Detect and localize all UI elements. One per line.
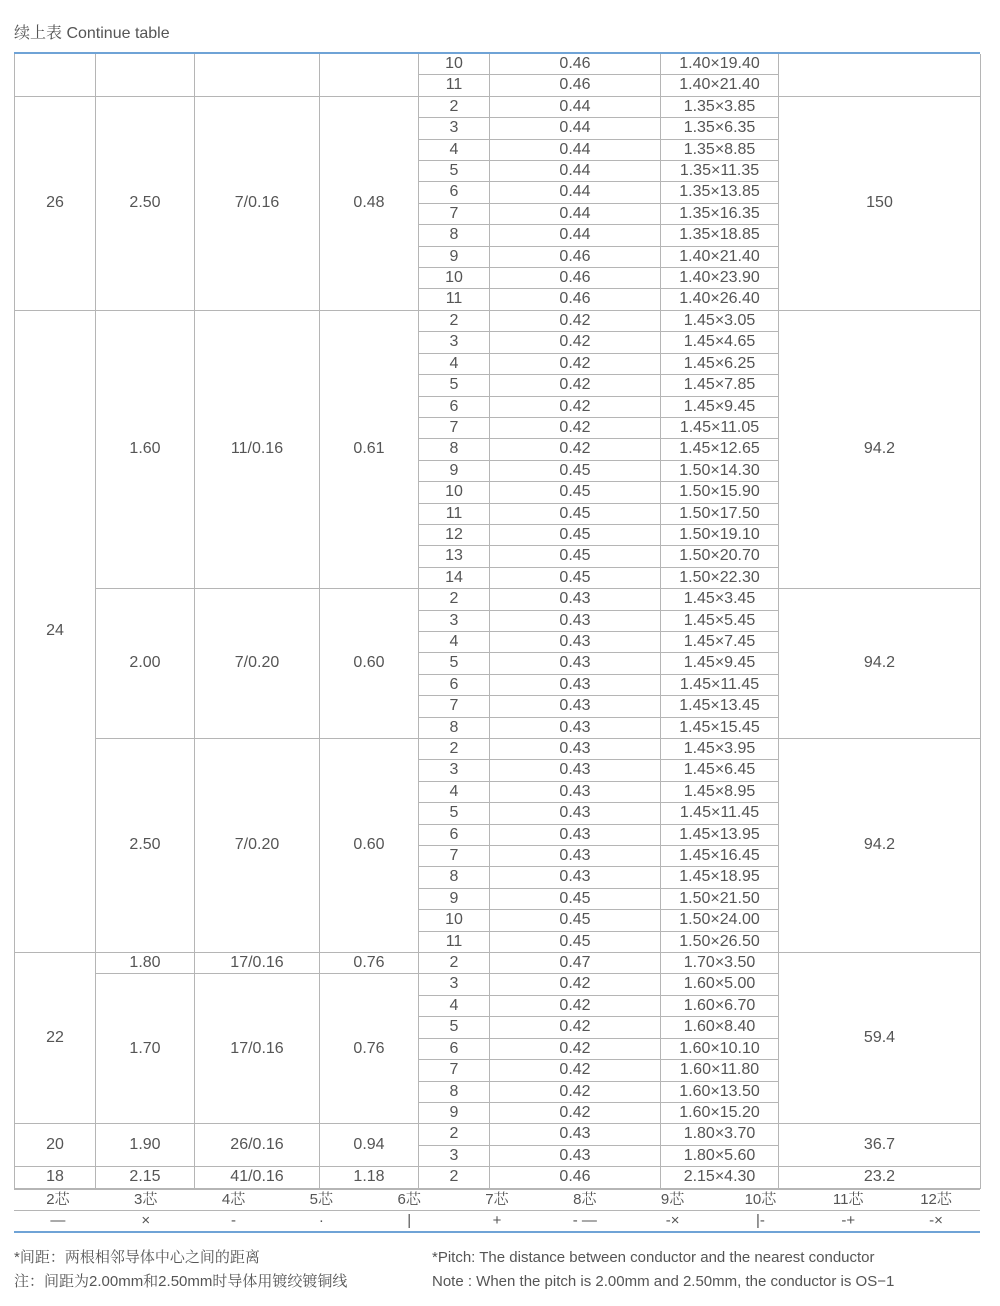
legend-core-label: 3芯 [134,1190,158,1208]
thickness-cell: 0.43 [490,610,661,631]
thickness-cell: 0.44 [490,182,661,203]
dimension-cell: 1.60×13.50 [661,1081,779,1102]
insulation-cell: 0.94 [320,1124,419,1167]
awg-cell: 26 [15,96,96,310]
notes-english [432,1246,980,1294]
thickness-cell: 0.45 [490,931,661,952]
thickness-cell: 0.44 [490,96,661,117]
cores-cell: 6 [419,182,490,203]
dimension-cell: 1.45×12.65 [661,439,779,460]
dimension-cell: 1.45×5.45 [661,610,779,631]
thickness-cell: 0.42 [490,353,661,374]
note-cn-pitch: *间距：两根相邻导体中心之间的距离 [14,1249,260,1266]
awg-cell: 22 [15,953,96,1124]
awg-cell: 24 [15,310,96,952]
dimension-cell: 1.40×21.40 [661,246,779,267]
thickness-cell: 0.46 [490,75,661,96]
insulation-cell: 0.76 [320,953,419,974]
pitch-cell: 2.15 [96,1167,195,1188]
cores-cell: 3 [419,610,490,631]
cores-cell: 9 [419,888,490,909]
legend-symbols-row [14,1210,980,1231]
thickness-cell: 0.43 [490,717,661,738]
dimension-cell: 1.60×6.70 [661,995,779,1016]
insulation-cell [320,54,419,96]
cores-cell: 4 [419,353,490,374]
table-row [15,96,981,117]
resistance-cell: 23.2 [779,1167,981,1188]
thickness-cell: 0.43 [490,696,661,717]
dimension-cell: 1.45×9.45 [661,396,779,417]
cores-cell: 7 [419,417,490,438]
dimension-cell: 1.45×16.45 [661,846,779,867]
table-row [15,589,981,610]
dimension-cell: 1.60×11.80 [661,1060,779,1081]
pitch-cell: 1.60 [96,310,195,588]
thickness-cell: 0.43 [490,781,661,802]
dimension-cell: 1.45×8.95 [661,781,779,802]
dimension-cell: 1.45×18.95 [661,867,779,888]
note-en-conductor: Note : When the pitch is 2.00mm and 2.50mm, the conductor is OS−1 [432,1273,895,1290]
dimension-cell: 1.50×14.30 [661,460,779,481]
thickness-cell: 0.42 [490,974,661,995]
thickness-cell: 0.45 [490,460,661,481]
cores-cell: 10 [419,54,490,75]
thickness-cell: 0.44 [490,139,661,160]
dimension-cell: 1.45×6.45 [661,760,779,781]
dimension-cell: 1.40×21.40 [661,75,779,96]
dimension-cell: 1.45×13.45 [661,696,779,717]
thickness-cell: 0.43 [490,1145,661,1166]
thickness-cell: 0.43 [490,674,661,695]
cores-cell: 8 [419,439,490,460]
dimension-cell: 1.45×6.25 [661,353,779,374]
thickness-cell: 0.43 [490,739,661,760]
dimension-cell: 1.35×3.85 [661,96,779,117]
thickness-cell: 0.44 [490,118,661,139]
cores-cell: 13 [419,546,490,567]
awg-cell: 20 [15,1124,96,1167]
dimension-cell: 1.50×24.00 [661,910,779,931]
thickness-cell: 0.45 [490,503,661,524]
pitch-cell: 1.70 [96,974,195,1124]
thickness-cell: 0.42 [490,1081,661,1102]
thickness-cell: 0.46 [490,289,661,310]
cores-cell: 3 [419,760,490,781]
dimension-cell: 1.50×17.50 [661,503,779,524]
cores-cell: 7 [419,203,490,224]
thickness-cell: 0.42 [490,1060,661,1081]
note-cn-conductor: 注：间距为2.00mm和2.50mm时导体用镀绞镀铜线 [14,1273,348,1290]
cores-cell: 11 [419,75,490,96]
cores-cell: 6 [419,824,490,845]
dimension-cell: 1.50×26.50 [661,931,779,952]
strand-cell [195,54,320,96]
cores-cell: 5 [419,1017,490,1038]
bottom-rule [14,1231,980,1233]
legend-core-label: 5芯 [309,1190,334,1208]
table-row [15,739,981,760]
thickness-cell: 0.45 [490,482,661,503]
cores-cell: 4 [419,781,490,802]
thickness-cell: 0.45 [490,910,661,931]
legend-core-label: 9芯 [660,1190,685,1208]
table-row [15,310,981,331]
thickness-cell: 0.43 [490,653,661,674]
thickness-cell: 0.46 [490,1167,661,1188]
legend-core-label: 4芯 [221,1190,246,1208]
cores-cell: 2 [419,1124,490,1145]
dimension-cell: 1.45×15.45 [661,717,779,738]
strand-cell: 26/0.16 [195,1124,320,1167]
dimension-cell: 1.35×16.35 [661,203,779,224]
legend-symbol: | [407,1211,412,1229]
dimension-cell: 1.35×8.85 [661,139,779,160]
resistance-cell [779,54,981,96]
thickness-cell: 0.42 [490,375,661,396]
thickness-cell: 0.45 [490,546,661,567]
dimension-cell: 1.60×15.20 [661,1102,779,1123]
cores-cell: 9 [419,460,490,481]
legend-symbol: - [231,1211,237,1229]
cores-cell: 3 [419,974,490,995]
cores-cell: 10 [419,910,490,931]
resistance-cell: 150 [779,96,981,310]
thickness-cell: 0.43 [490,631,661,652]
cores-cell: 9 [419,246,490,267]
legend-symbol: - — [572,1211,597,1229]
table-row [15,1167,981,1188]
spec-table-container [14,52,980,1233]
dimension-cell: 1.45×3.05 [661,310,779,331]
dimension-cell: 1.45×11.05 [661,417,779,438]
cores-cell: 6 [419,674,490,695]
thickness-cell: 0.42 [490,417,661,438]
cores-cell: 2 [419,96,490,117]
thickness-cell: 0.46 [490,246,661,267]
cores-cell: 11 [419,289,490,310]
legend-symbol: — [50,1211,66,1229]
legend-core-label: 11芯 [832,1190,864,1208]
notes-chinese [14,1246,424,1294]
insulation-cell: 1.18 [320,1167,419,1188]
legend-symbol: · [318,1211,324,1229]
cores-cell: 11 [419,503,490,524]
dimension-cell: 1.35×11.35 [661,161,779,182]
pitch-cell: 1.90 [96,1124,195,1167]
dimension-cell: 2.15×4.30 [661,1167,779,1188]
awg-cell: 18 [15,1167,96,1188]
legend-core-label: 8芯 [573,1190,597,1208]
page-title: 续上表 Continue table [14,25,170,42]
thickness-cell: 0.43 [490,589,661,610]
thickness-cell: 0.47 [490,953,661,974]
dimension-cell: 1.60×10.10 [661,1038,779,1059]
dimension-cell: 1.50×22.30 [661,567,779,588]
dimension-cell: 1.80×5.60 [661,1145,779,1166]
cores-cell: 2 [419,1167,490,1188]
awg-cell [15,54,96,96]
dimension-cell: 1.45×4.65 [661,332,779,353]
insulation-cell: 0.48 [320,96,419,310]
strand-cell: 7/0.16 [195,96,320,310]
thickness-cell: 0.43 [490,824,661,845]
cores-cell: 9 [419,1102,490,1123]
dimension-cell: 1.50×19.10 [661,524,779,545]
dimension-cell: 1.70×3.50 [661,953,779,974]
thickness-cell: 0.42 [490,1102,661,1123]
thickness-cell: 0.45 [490,888,661,909]
legend-symbol: |- [755,1211,765,1229]
thickness-cell: 0.42 [490,310,661,331]
resistance-cell: 94.2 [779,589,981,739]
thickness-cell: 0.46 [490,54,661,75]
table-row [15,1124,981,1145]
dimension-cell: 1.45×13.95 [661,824,779,845]
legend-core-label: 2芯 [46,1190,70,1208]
insulation-cell: 0.60 [320,589,419,739]
dimension-cell: 1.45×3.95 [661,739,779,760]
thickness-cell: 0.44 [490,161,661,182]
thickness-cell: 0.43 [490,803,661,824]
cores-cell: 3 [419,118,490,139]
legend-symbol: -× [665,1211,680,1229]
note-en-pitch: *Pitch: The distance between conductor and the nearest conductor [432,1249,875,1266]
pitch-cell: 2.00 [96,589,195,739]
thickness-cell: 0.43 [490,760,661,781]
pitch-cell: 2.50 [96,96,195,310]
resistance-cell: 94.2 [779,739,981,953]
thickness-cell: 0.46 [490,268,661,289]
thickness-cell: 0.42 [490,396,661,417]
cores-cell: 2 [419,589,490,610]
pitch-cell: 1.80 [96,953,195,974]
cores-cell: 5 [419,653,490,674]
spec-table [14,54,981,1189]
dimension-cell: 1.50×15.90 [661,482,779,503]
thickness-cell: 0.43 [490,846,661,867]
legend-core-label: 7芯 [485,1190,509,1208]
thickness-cell: 0.42 [490,439,661,460]
cores-cell: 10 [419,482,490,503]
thickness-cell: 0.44 [490,203,661,224]
cores-cell: 14 [419,567,490,588]
table-row [15,54,981,75]
cores-cell: 2 [419,953,490,974]
dimension-cell: 1.35×6.35 [661,118,779,139]
cores-cell: 5 [419,803,490,824]
legend-core-label: 12芯 [920,1190,952,1208]
strand-cell: 17/0.16 [195,974,320,1124]
cores-cell: 3 [419,1145,490,1166]
cores-cell: 2 [419,310,490,331]
dimension-cell: 1.50×20.70 [661,546,779,567]
strand-cell: 11/0.16 [195,310,320,588]
cores-cell: 7 [419,696,490,717]
cores-cell: 8 [419,1081,490,1102]
cores-cell: 7 [419,846,490,867]
dimension-cell: 1.40×19.40 [661,54,779,75]
strand-cell: 41/0.16 [195,1167,320,1188]
cores-cell: 2 [419,739,490,760]
dimension-cell: 1.80×3.70 [661,1124,779,1145]
thickness-cell: 0.43 [490,867,661,888]
legend-symbol: -× [929,1211,943,1229]
resistance-cell: 36.7 [779,1124,981,1167]
legend-symbol: × [141,1211,151,1229]
thickness-cell: 0.43 [490,1124,661,1145]
cores-cell: 4 [419,995,490,1016]
legend-symbol: -+ [841,1211,856,1229]
dimension-cell: 1.45×11.45 [661,674,779,695]
legend-cores-row [14,1189,980,1210]
thickness-cell: 0.45 [490,567,661,588]
thickness-cell: 0.42 [490,995,661,1016]
cores-cell: 8 [419,717,490,738]
dimension-cell: 1.35×13.85 [661,182,779,203]
cores-cell: 10 [419,268,490,289]
cores-cell: 8 [419,867,490,888]
thickness-cell: 0.42 [490,1017,661,1038]
thickness-cell: 0.42 [490,1038,661,1059]
dimension-cell: 1.40×26.40 [661,289,779,310]
pitch-cell [96,54,195,96]
dimension-cell: 1.35×18.85 [661,225,779,246]
dimension-cell: 1.50×21.50 [661,888,779,909]
dimension-cell: 1.45×9.45 [661,653,779,674]
cores-cell: 6 [419,396,490,417]
cores-cell: 11 [419,931,490,952]
cores-cell: 5 [419,161,490,182]
thickness-cell: 0.45 [490,524,661,545]
dimension-cell: 1.45×7.45 [661,631,779,652]
cores-cell: 5 [419,375,490,396]
cores-cell: 4 [419,631,490,652]
dimension-cell: 1.40×23.90 [661,268,779,289]
cores-cell: 12 [419,524,490,545]
legend-core-label: 6芯 [397,1190,421,1208]
insulation-cell: 0.76 [320,974,419,1124]
dimension-cell: 1.45×7.85 [661,375,779,396]
cores-cell: 6 [419,1038,490,1059]
thickness-cell: 0.42 [490,332,661,353]
legend-core-label: 10芯 [744,1190,777,1208]
strand-cell: 7/0.20 [195,739,320,953]
insulation-cell: 0.60 [320,739,419,953]
dimension-cell: 1.45×3.45 [661,589,779,610]
cores-cell: 4 [419,139,490,160]
dimension-cell: 1.60×5.00 [661,974,779,995]
legend-symbol: + [492,1211,502,1229]
dimension-cell: 1.60×8.40 [661,1017,779,1038]
pitch-cell: 2.50 [96,739,195,953]
thickness-cell: 0.44 [490,225,661,246]
insulation-cell: 0.61 [320,310,419,588]
dimension-cell: 1.45×11.45 [661,803,779,824]
cores-cell: 7 [419,1060,490,1081]
cores-cell: 3 [419,332,490,353]
strand-cell: 17/0.16 [195,953,320,974]
resistance-cell: 59.4 [779,953,981,1124]
strand-cell: 7/0.20 [195,589,320,739]
table-row [15,953,981,974]
cores-cell: 8 [419,225,490,246]
resistance-cell: 94.2 [779,310,981,588]
